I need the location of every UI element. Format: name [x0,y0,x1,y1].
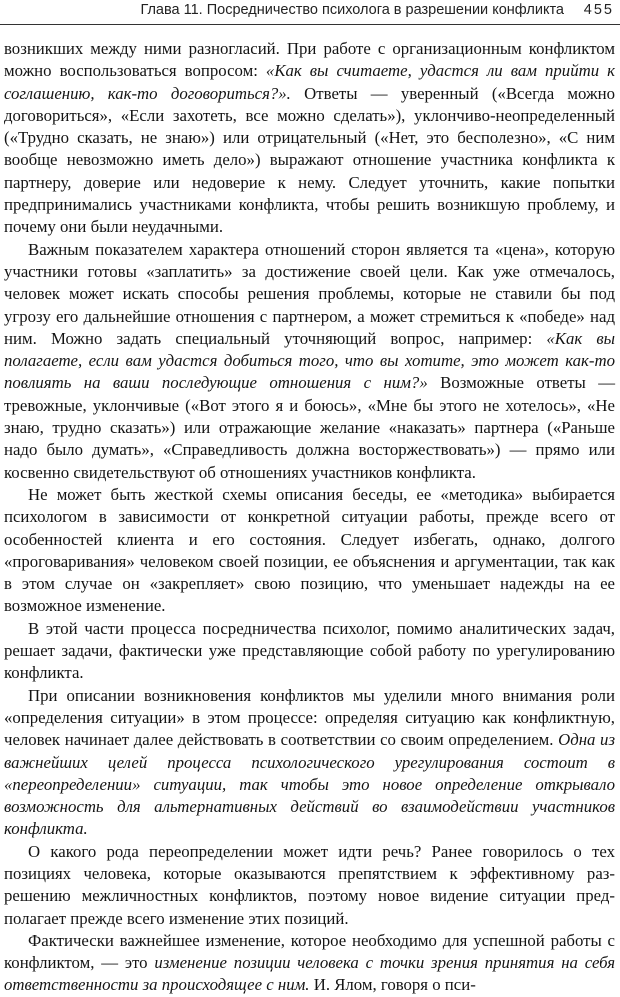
text-run: возникших между ними разногласий. При работе с организационным конфликтом можно воспользоваться вопросом: [4,39,615,81]
text-run: Возможные ответы — тревожные, уклончивые («Вот этого я и боюсь», «Мне бы этого не хотелось», «Не знаю, трудно сказать») или отражающие желание «наказать» партнера («Раньше надо было думать», «Справедливость должна восторжествовать») — прямо или косвенно свидетельствуют об отношениях участников конфликта. [4,373,615,482]
italic-run: «Как вы считаете, удастся ли вам прийти к соглашению, как-то договориться?». [4,61,615,103]
text-run: Не может быть жесткой схемы описания беседы, ее «методика» выбирается психологом в зависимости от конкретной ситуации работы, прежде всего от особенностей клиента и его состояния. Следует избегать, однако, долгого «проговаривания» человеком своей позиции, ее объяснения и аргументации, так как в этом случае он «закрепляет» свою позицию, что уменьшает надежды на ее возможное изменение. [4,484,615,616]
text-run: И. Ялом, говоря о пси- [309,975,476,995]
chapter-title: Глава 11. Посредничество психолога в разрешении конфликта [140,2,564,18]
text-run: При описании возникновения конфликтов мы уделили много внимания роли «определения ситуации» в этом процессе: определяя ситуацию как конфликтную, человек начинает далее действовать в соответствии со своим определением. [4,685,615,750]
paragraph [4,841,615,930]
italic-run: «Как вы полагаете, если вам удастся добиться того, что вы хотите, это может как-то повлиять на ваши последующие отношения с ним?» [4,328,615,393]
paragraph [4,618,615,685]
text-run: Ответы — уверенный («Всегда можно договориться», «Если захотеть, все можно сделать»), уклончиво-неопределенный («Трудно сказать, не знаю») или отрицательный («Нет, это бесполезно», «С ним вообще невозможно иметь дело») выражают отношение участника конфликта к партнеру, доверие или недоверие к нему. Следует уточнить, какие попытки предпринимались участниками конфликта, чтобы решить возникшую проблему, и почему они были неудачными. [4,83,615,237]
text-run: О какого рода переопределении может идти речь? Ранее говорилось о тех позициях человека, которые оказываются препятствием к эффективному разрешению межличностных конфликтов, поэтому новое видение ситуации предполагает прежде всего изменение этих позиций. [4,841,615,928]
paragraph [4,685,615,841]
header-rule [0,24,620,25]
paragraph [4,930,615,997]
paragraph [4,38,615,239]
text-run: В этой части процесса посредничества психолог, помимо аналитических задач, решает задачи, фактически уже представляющие собой работу по урегулированию конфликта. [4,618,615,683]
body-text [4,38,615,997]
italic-run: Одна из важнейших целей процесса психологического урегулирования состоит в «переопределении» ситуации, так чтобы это новое определение открывало возможность для альтернативных действий во взаимодействии участников конфликта. [4,730,615,839]
italic-run: изменение позиции человека с точки зрения принятия на себя ответственности за происходящее с ним. [4,953,616,995]
page-number: 455 [583,2,614,18]
paragraph [4,239,615,484]
text-run: Важным показателем характера отношений сторон является та «цена», которую участники готовы «заплатить» за достижение своей цели. Как уже отмечалось, человек может искать способы решения проблемы, которые не ставили бы под угрозу его дальнейшие отношения с партнером, а может стремиться к «победе» над ним. Можно задать специальный уточняющий вопрос, например: [4,239,615,348]
paragraph [4,484,615,618]
text-run: Фактически важнейшее изменение, которое необходимо для успешной работы с конфликтом, — это [4,930,615,973]
running-header [0,0,620,30]
